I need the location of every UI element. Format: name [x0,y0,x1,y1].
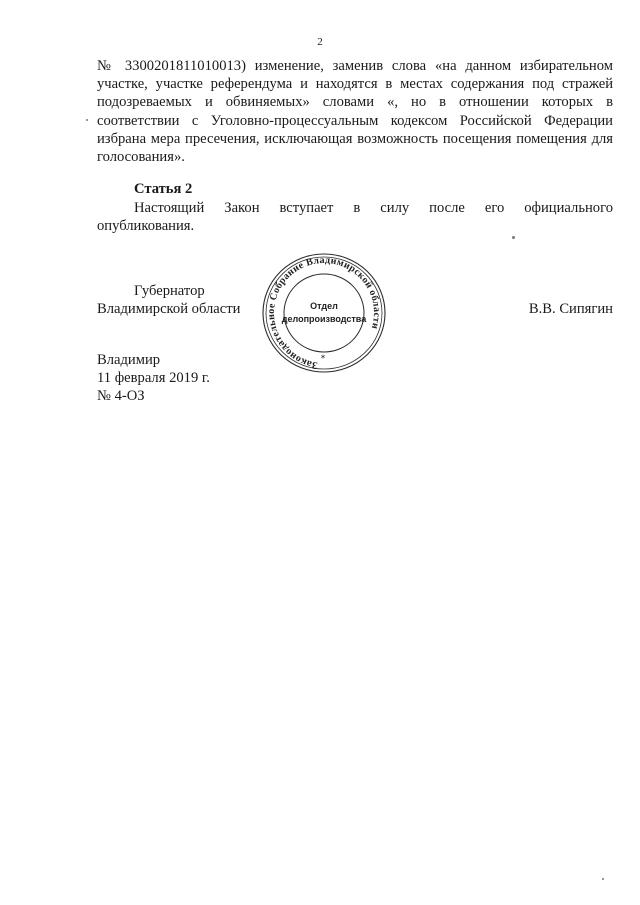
scan-speck [512,236,515,239]
law-number: № 4-ОЗ [97,388,145,404]
signatory-name: В.В. Сипягин [528,301,613,317]
page-number: 2 [317,36,323,48]
svg-text:*: * [320,354,326,364]
seal-center-line-2: делопроизводства [281,314,367,324]
signatory-region: Владимирской области [97,301,241,317]
article-body [97,199,613,235]
seal-ring-text: Законодательное Собрание Владимирской области [265,254,383,371]
amendment-paragraph: № 3300201811010013) изменение, заменив слова «на данном избирательном участке, участке референдума и находятся в местах содержания под стражей подозреваемых и обвиняемых» словами «, но в отношении которых в соответствии с Уголовно-процессуальным кодексом Российской Федерации избрана мера пресечения, исключающая возможность посещения помещения для голосования». [97,58,613,166]
article-body-line-1: Настоящий Закон вступает в силу после его официального [134,200,613,216]
signatory-position: Губернатор [134,283,205,299]
article-body-line-2: опубликования. [97,218,195,235]
article-heading: Статья 2 [134,181,193,197]
signing-date: 11 февраля 2019 г. [97,370,210,386]
scan-speck [86,119,88,121]
seal-center-line-1: Отдел [310,301,338,311]
scan-speck [602,878,604,880]
signing-city: Владимир [97,352,161,368]
official-seal [259,251,389,375]
